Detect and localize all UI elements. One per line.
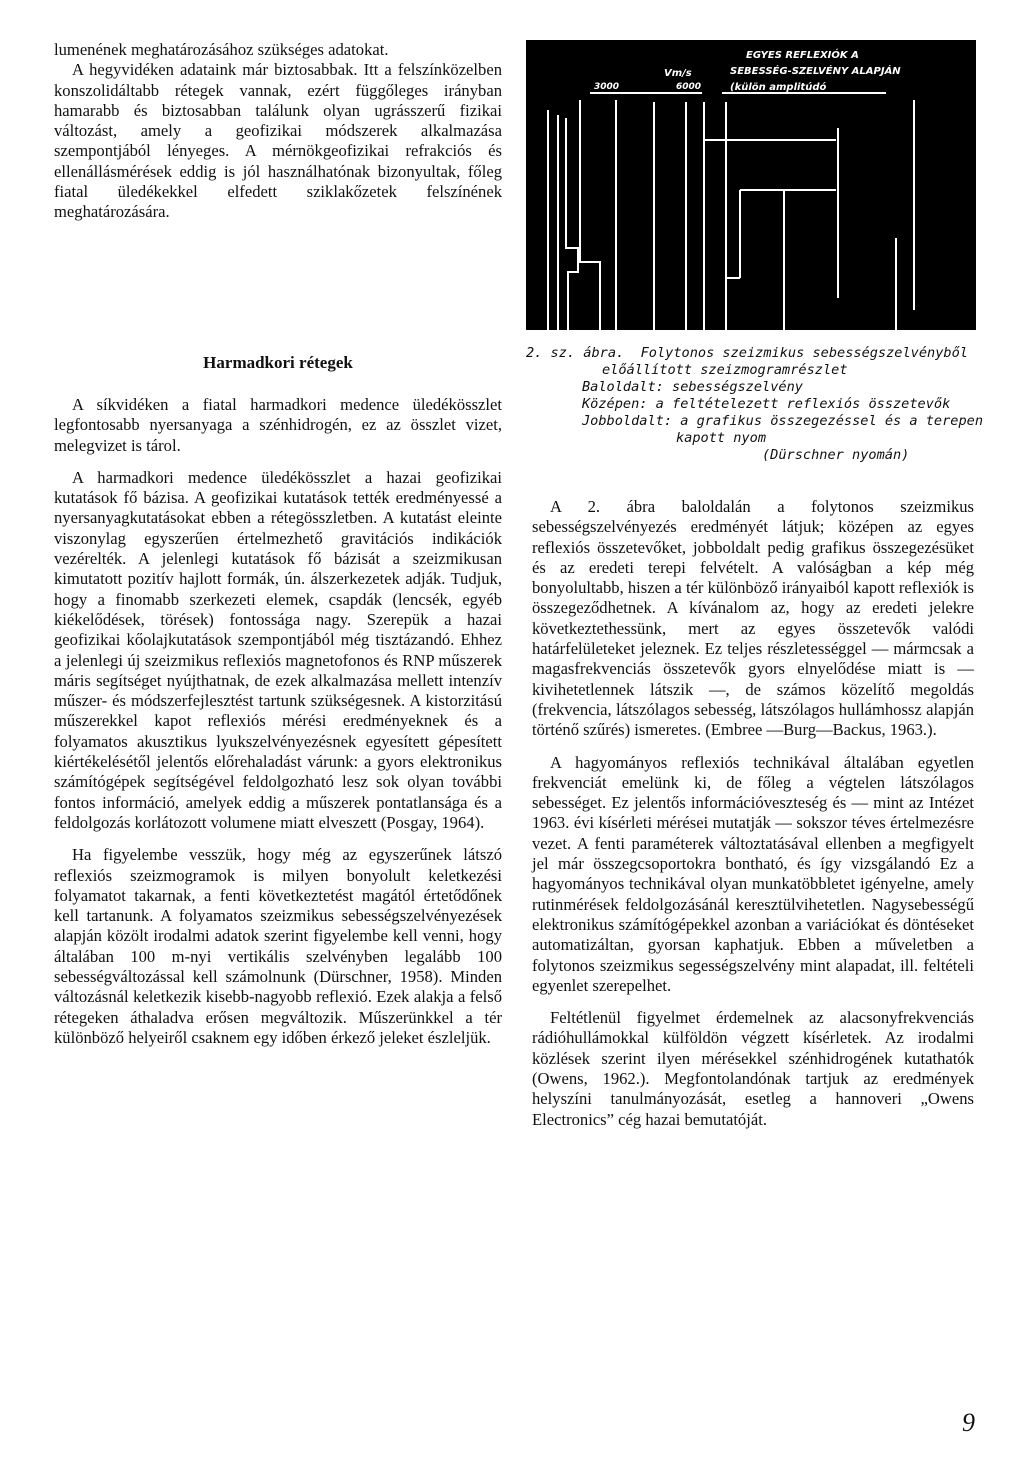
paragraph: A 2. ábra baloldalán a folytonos szeizmikus sebességszelvényezés eredményét látjuk; középen az egyes reflexiós összetevőket, jobboldalt pedig grafikus összegezésüket és az eredeti terepi felvételt. A valóságban a kép még bonyolultabb, hiszen a tér különböző irányaiból kapott reflexiók is összegeződhetnek. A kívánalom az, hogy az eredeti jelekre következtethessünk, mert az egyes összetevők valódi határfelületeket jeleznek. Ez teljes részletességgel — mármcsak a magasfrekvenciás összetevők gyors elnyelődése miatt is — kivihetetlennek látszik —, de számos közelítő megoldás (frekvencia, látszólagos sebesség, látszólagos hullámhossz alapján történő szűrés) ismeretes. (Embree —Burg—Backus, 1963.).: [532, 497, 974, 740]
paragraph: A harmadkori medence üledékösszlet a hazai geofizikai kutatások fő bázisa. A geofizikai kutatások tették eredményessé a nyersanyagkutatásokat ebben a rétegösszletben. A kutatást eleinte viszonylag egyszerűen értelmezhető gravitációs indikációk vezérelték. A jelenlegi kutatások fő bázisát a szeizmikusan kimutatott pozitív hajlott formák, ún. álszerkezetek adják. Tudjuk, hogy a finomabb szerkezeti elemek, csapdák (lencsék, egyéb kiékelődések, törések) fontossága nagy. Szerepük a hazai geofizikai kőolajkutatások szempontjából még tisztázandó. Ehhez a jelenlegi új szeizmikus reflexiós magnetofonos és RNP műszerek máris segítséget nyújthatnak, de ezek alkalmazása mellett intenzív műszer- és módszerfejlesztést tartunk szükségesnek. A kistorzitású műszerekkel kapot reflexiós mérési eredményeknek és a folyamatos akusztikus lyukszelvényezésnek egyesített gépesített kiértékelésétől jelentős előrehaladást várunk: a gyors elektronikus számítógépek segítségével feldolgozható lesz sok olyan további fontos információ, amelyek eddig a műszerek pontatlansága és a feldolgozás korlátozott volumene miatt elveszett (Posgay, 1964).: [54, 467, 502, 832]
tick-3000: 3000: [594, 82, 620, 92]
left-column-top-text: [54, 40, 502, 223]
unit-label: Vm/s: [664, 68, 692, 79]
figure-number: 2. sz. ábra.: [526, 345, 625, 361]
caption-line-4: Középen: a feltételezett reflexiós összetevők: [582, 396, 951, 412]
paragraph: A síkvidéken a fiatal harmadkori medence üledékösszlet legfontosabb nyersanyaga a szénhidrogén, ez az összlet vizet, melegvizet is tárol.: [54, 395, 502, 455]
caption-line-1: [526, 345, 974, 362]
section-heading: Harmadkori rétegek: [203, 353, 353, 372]
figure-header-line2: SEBESSÉG-SZELVÉNY ALAPJÁN: [730, 66, 901, 77]
caption-line-5: Jobboldalt: a grafikus összegezéssel és a terepen: [582, 413, 984, 429]
paragraph: Ha figyelembe vesszük, hogy még az egyszerűnek látszó reflexiós szeizmogramok is milyen bonyolult keletkezési folyamatot takarnak, a fenti következtetést magától értetődőnek kell tartanunk. A folyamatos szeizmikus sebességszelvényezések alapján közölt irodalmi adatok szerint figyelembe kell venni, hogy általában 100 m-nyi vertikális szelvényben legalább 100 sebességváltozással kell számolnunk (Dürschner, 1958). Minden változásnál keletkezik kisebb-nagyobb reflexió. Ezek alakja a felső rétegeken áthaladva erősen megváltozik. Műszerünkkel a tér különböző helyeiről csaknem egy időben érkező jeleket észleljük.: [54, 845, 502, 1047]
paragraph: A hagyományos reflexiós technikával általában egyetlen frekvenciát emelünk ki, de főleg a végtelen látszólagos sebességet. Ez jelentős információveszteség és — mint az Intézet 1963. évi kísérleti mérései mutatják — sokszor téves értelmezésre vezet. A fenti paraméterek változtatásával ellenben a megfigyelt jel már összegcsoportokra bontható, és így vizsgálandó Ez a hagyományos technikával olyan munkatöbbletet igényelne, amely rutinmérések feldolgozásánál keresztülvihetetlen. Nagysebességű elektronikus számítógépekkel azonban a variációkat és döntéseket automatizáltan, gyorsan kaphatjuk. Ebben a műveletben a folytonos szeizmikus segességszelvény mint alapadat, ill. feltételi egyenlet szerepelhet.: [532, 752, 974, 995]
caption-line-2: előállított szeizmogramrészlet: [602, 362, 848, 378]
paragraph: Feltétlenül figyelmet érdemelnek az alacsonyfrekvenciás rádióhullámokkal külföldön végzett kísérletek. Az irodalmi közlések szerint ilyen mérésekkel szénhidrogének kutathatók (Owens, 1962.). Megfontolandónak tartjuk az eredmények helyszíni tanulmányozását, esetleg a hannoveri „Owens Electronics” cég hazai bemutatóját.: [532, 1008, 974, 1129]
caption-line-3: Baloldalt: sebességszelvény: [582, 379, 803, 395]
seismogram-figure: [526, 40, 976, 330]
figure-header-line3: (külön amplitúdó: [730, 82, 827, 93]
paragraph: A hegyvidéken adataink már biztosabbak. Itt a felszínközelben konszolidáltabb rétegek vannak, ezért függőleges irányban hamarabb és biztosabban találunk olyan ugrásszerű fizikai változást, amely a geofizikai módszerek alkalmazása szempontjából lényeges. A mérnökgeofizikai refrakciós és ellenállásmérések eddig is jól használhatónak bizonyultak, főleg fiatal üledékekkel elfedett sziklakőzetek felszínének meghatározására.: [54, 60, 502, 222]
figure-graphic: [526, 40, 976, 330]
caption-line-6: kapott nyom: [676, 430, 767, 446]
page-number: 9: [962, 1408, 975, 1437]
right-column-text: [532, 497, 974, 1130]
figure-caption: [526, 345, 984, 464]
figure-header-line1: EGYES REFLEXIÓK A: [746, 50, 859, 61]
caption-line-7: (Dürschner nyomán): [762, 447, 910, 463]
left-column-bottom-text: [54, 395, 502, 1048]
paragraph: lumenének meghatározásához szükséges adatokat.: [54, 40, 389, 59]
tick-6000: 6000: [676, 82, 702, 92]
caption-title: Folytonos szeizmikus sebességszelvényből: [640, 345, 968, 361]
